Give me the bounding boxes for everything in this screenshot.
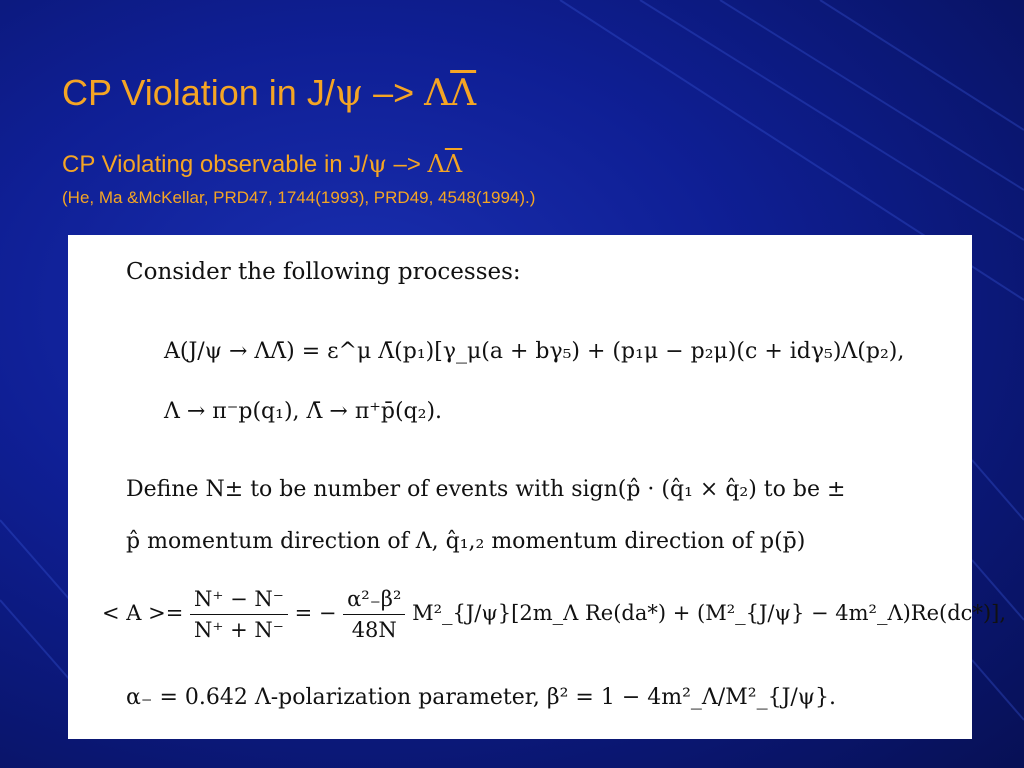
coefficient-denominator: 48N: [351, 618, 397, 642]
title-arrow: –>: [363, 72, 425, 113]
subtitle-lambda-bar: $\overline{\Lambda}$: [444, 150, 463, 178]
title-psi: ψ: [334, 73, 364, 114]
alpha-line: α₋ = 0.642 Λ-polarization parameter, β² = 1 − 4m²_Λ/M²_{J/ψ}.: [126, 685, 837, 710]
subtitle-psi: ψ: [367, 150, 387, 178]
asymmetry-lhs: < A >=: [102, 601, 184, 625]
subtitle-prefix: CP Violating observable in J/: [62, 151, 368, 178]
momentum-line: p̂ momentum direction of Λ, q̂₁,₂ momentum direction of p(p̄): [126, 529, 806, 554]
asymmetry-fraction: [190, 587, 288, 642]
citation: (He, Ma &McKellar, PRD47, 1744(1993), PRD49, 4548(1994).): [62, 188, 536, 207]
slide-subtitle: [62, 150, 462, 179]
asymmetry-equals: = −: [294, 601, 337, 625]
coefficient-numerator: α²₋β²: [343, 587, 405, 615]
amplitude-equation: A(J/ψ → ΛΛ̄) = ε^μ Λ̄(p₁)[γ_μ(a + bγ₅) + (p₁μ − p₂μ)(c + idγ₅)Λ(p₂),: [164, 339, 905, 364]
asymmetry-equation: [102, 587, 1006, 642]
equation-panel: [68, 235, 1006, 739]
asymmetry-numerator: N⁺ − N⁻: [190, 587, 288, 615]
title-prefix: CP Violation in J/: [62, 72, 335, 113]
define-line: Define N± to be number of events with sign(p̂ · (q̂₁ × q̂₂) to be ±: [126, 477, 846, 502]
title-lambda: Λ: [424, 73, 451, 114]
title-lambda-bar: $\overline{\Lambda}$: [450, 73, 477, 114]
intro-text: Consider the following processes:: [126, 259, 521, 285]
asymmetry-rhs: M²_{J/ψ}[2m_Λ Re(da*) + (M²_{J/ψ} − 4m²_Λ)Re(dc*)],: [412, 601, 1006, 625]
asymmetry-denominator: N⁺ + N⁻: [194, 618, 284, 642]
slide-title: [62, 72, 476, 114]
decay-equations: Λ → π⁻p(q₁), Λ̄ → π⁺p̄(q₂).: [164, 399, 443, 424]
subtitle-lambda: Λ: [427, 150, 445, 178]
subtitle-arrow: –>: [386, 151, 428, 178]
coefficient-fraction: [343, 587, 405, 642]
